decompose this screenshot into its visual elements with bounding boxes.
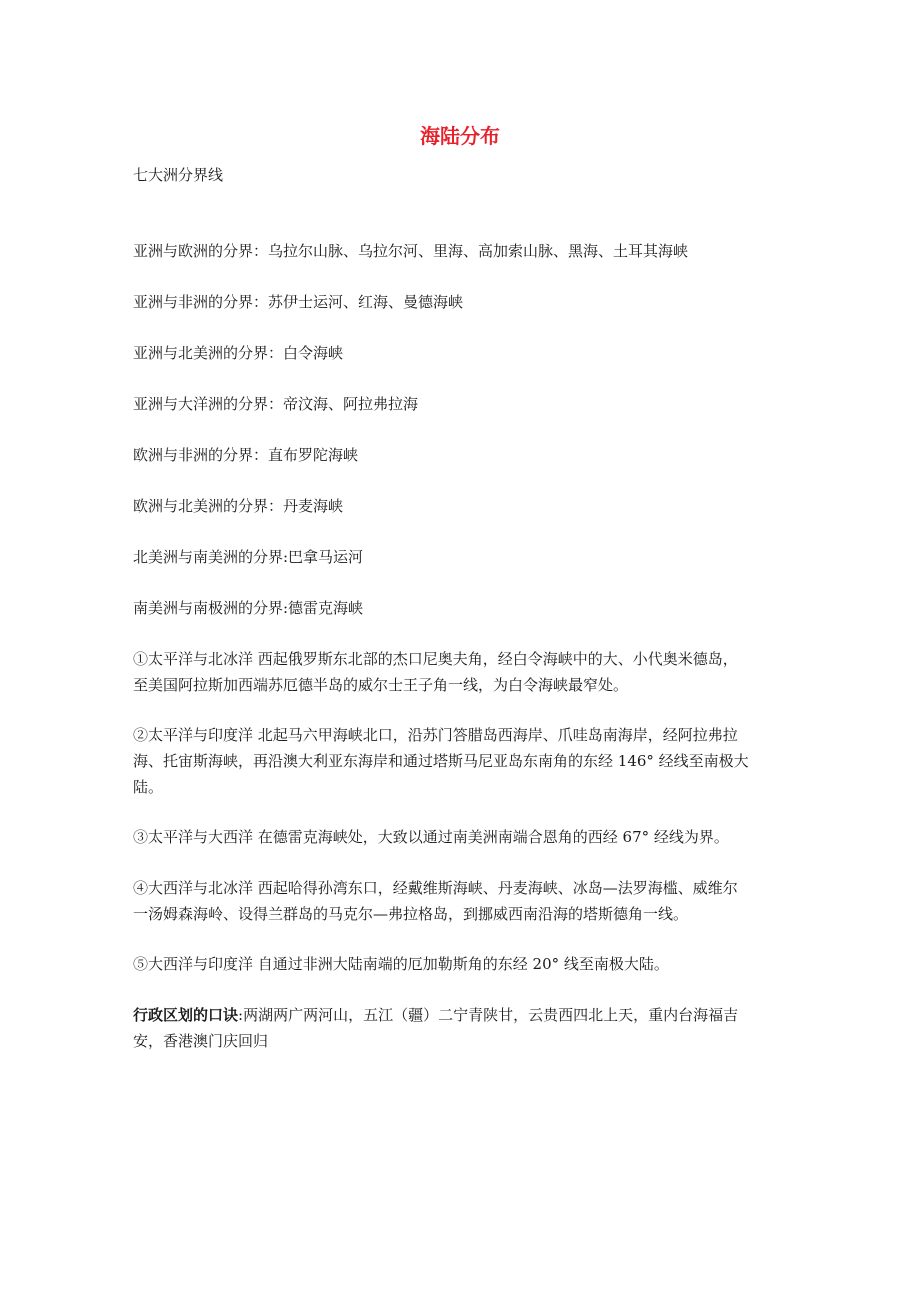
- ocean-paragraph-pacific-indian: [133, 722, 793, 800]
- ocean-paragraph-atlantic-indian: [133, 951, 793, 977]
- paragraph-line: 陆。: [133, 778, 164, 796]
- paragraph-line: 至美国阿拉斯加西端苏厄德半岛的威尔士王子角一线，为白令海峡最窄处。: [133, 676, 629, 694]
- section-heading: 七大洲分界线: [133, 166, 224, 184]
- boundary-line-europe-africa: 欧洲与非洲的分界：直布罗陀海峡: [133, 446, 359, 464]
- boundary-line-north-south-america: 北美洲与南美洲的分界:巴拿马运河: [133, 548, 364, 566]
- paragraph-line: 一汤姆森海岭、设得兰群岛的马克尔—弗拉格岛，到挪威西南沿海的塔斯德角一线。: [133, 905, 689, 923]
- ocean-paragraph-pacific-atlantic: [133, 824, 793, 850]
- mnemonic-paragraph: [133, 1002, 793, 1054]
- boundary-line-south-america-antarctica: 南美洲与南极洲的分界:德雷克海峡: [133, 599, 364, 617]
- paragraph-line: ①太平洋与北冰洋 西起俄罗斯东北部的杰口尼奥夫角，经白令海峡中的大、小代奥米德岛，: [133, 650, 738, 668]
- boundary-line-europe-north-america: 欧洲与北美洲的分界：丹麦海峡: [133, 497, 344, 515]
- paragraph-line: ⑤大西洋与印度洋 自通过非洲大陆南端的厄加勒斯角的东经 20° 线至南极大陆。: [133, 955, 669, 973]
- document-title: 海陆分布: [420, 124, 500, 148]
- paragraph-line: 海、托宙斯海峡，再沿澳大利亚东海岸和通过塔斯马尼亚岛东南角的东经 146° 经线至南极大: [133, 752, 749, 770]
- paragraph-line: ②太平洋与印度洋 北起马六甲海峡北口，沿苏门答腊岛西海岸、爪哇岛南海岸，经阿拉弗拉: [133, 726, 738, 744]
- mnemonic-text: :两湖两广两河山，五江（疆）二宁青陕甘，云贵西四北上天，重内台海福吉: [238, 1006, 739, 1024]
- paragraph-line: [133, 1002, 793, 1028]
- ocean-paragraph-pacific-arctic: [133, 646, 793, 698]
- paragraph-line: 安，香港澳门庆回归: [133, 1032, 269, 1050]
- ocean-paragraph-atlantic-arctic: [133, 875, 793, 927]
- paragraph-line: ④大西洋与北冰洋 西起哈得孙湾东口，经戴维斯海峡、丹麦海峡、冰岛—法罗海槛、威维尔: [133, 879, 738, 897]
- boundary-line-asia-africa: 亚洲与非洲的分界：苏伊士运河、红海、曼德海峡: [133, 293, 464, 311]
- boundary-line-asia-europe: 亚洲与欧洲的分界：乌拉尔山脉、乌拉尔河、里海、高加索山脉、黑海、土耳其海峡: [133, 242, 689, 260]
- boundary-line-asia-oceania: 亚洲与大洋洲的分界：帝汶海、阿拉弗拉海: [133, 395, 419, 413]
- mnemonic-label: 行政区划的口诀: [133, 1006, 239, 1024]
- paragraph-line: ③太平洋与大西洋 在德雷克海峡处，大致以通过南美洲南端合恩角的西经 67° 经线为界。: [133, 828, 729, 846]
- boundary-line-asia-north-america: 亚洲与北美洲的分界：白令海峡: [133, 344, 344, 362]
